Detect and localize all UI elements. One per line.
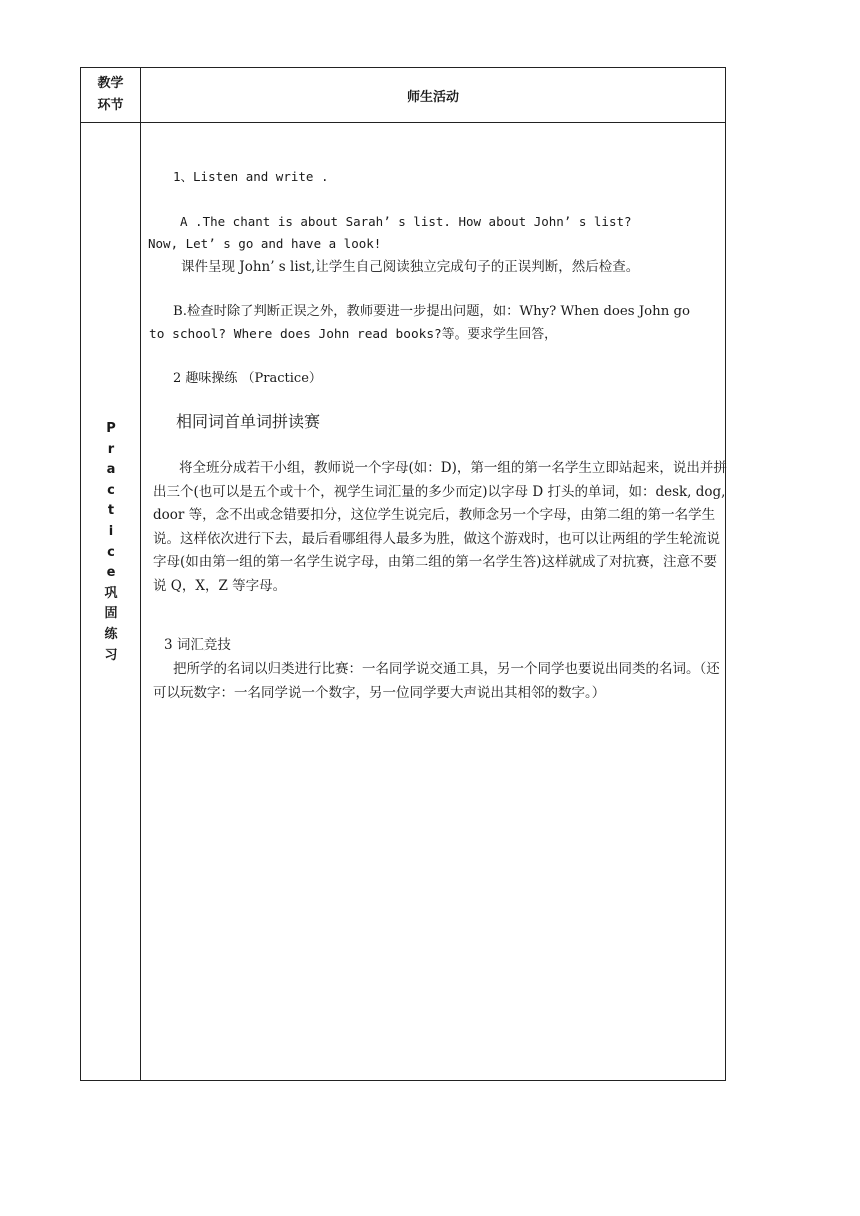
stage-char: c: [107, 544, 115, 560]
stage-char: 固: [104, 606, 118, 622]
stage-char: P: [106, 421, 116, 436]
item2-game-title: 相同词首单词拼读赛: [176, 412, 321, 431]
activity-content-cell: [141, 123, 726, 1081]
stage-char: 习: [104, 647, 118, 663]
stage-char: 练: [104, 626, 118, 642]
stage-header-line2: 环节: [97, 98, 124, 113]
item1-a-line1: A .The chant is about Sarah’ s list. How about John’ s list?: [180, 214, 632, 229]
item1-a-line2: Now, Let’ s go and have a look!: [148, 236, 382, 251]
item3-paragraph: 把所学的名词以归类进行比赛：一名同学说交通工具，另一个同学也要说出同类的名词。（还可以玩数字：一名同学说一个数字，另一位同学要大声说出其相邻的数字。）: [153, 661, 720, 701]
stage-char: i: [108, 523, 114, 539]
table-body-row: [81, 123, 726, 1081]
lesson-plan-table: [80, 67, 726, 1081]
item1-title: 1、Listen and write .: [173, 169, 329, 184]
table-header-row: [81, 68, 726, 123]
stage-column-header: [81, 68, 141, 123]
stage-label-vertical: [81, 419, 141, 666]
item1-a-line3: 课件呈现 John’ s list,让学生自己阅读独立完成句子的正误判断，然后检查。: [181, 259, 640, 275]
stage-char: 巩: [104, 585, 118, 601]
stage-cell: [81, 123, 141, 1081]
item1-b-line1: B.检查时除了判断正误之外，教师要进一步提出问题，如：Why? When does John go: [173, 304, 691, 319]
item2-paragraph: 将全班分成若干小组，教师说一个字母(如：D)，第一组的第一名学生立即站起来，说出并拼出三个(也可以是五个或十个，视学生词汇量的多少而定)以字母 D 打头的单词，如：desk, dog, door 等，念不出或念错要扣分，这位学生说完后，教师念另一个字母，由第二组的第一名学生说。这样依次进行下去，最后看哪组得人最多为胜，做这个游戏时，也可以让两组的学生轮流说字母(如由第一组的第一名学生说字母，由第二组的第一名学生答)这样就成了对抗赛，注意不要说 Q，X，Z 等字母。: [153, 460, 727, 594]
item3-title: 3 词汇竞技: [164, 637, 231, 653]
item1-b-line2: to school? Where does John read books?等。要求学生回答，: [149, 327, 557, 342]
stage-char: t: [107, 503, 115, 519]
stage-char: e: [106, 565, 116, 581]
item2-title: 2 趣味操练 （Practice）: [173, 371, 322, 386]
activity-column-header: 师生活动: [141, 68, 726, 123]
stage-char: r: [107, 441, 115, 457]
stage-char: a: [106, 462, 116, 478]
stage-header-line1: 教学: [97, 76, 124, 91]
stage-char: c: [107, 482, 115, 498]
